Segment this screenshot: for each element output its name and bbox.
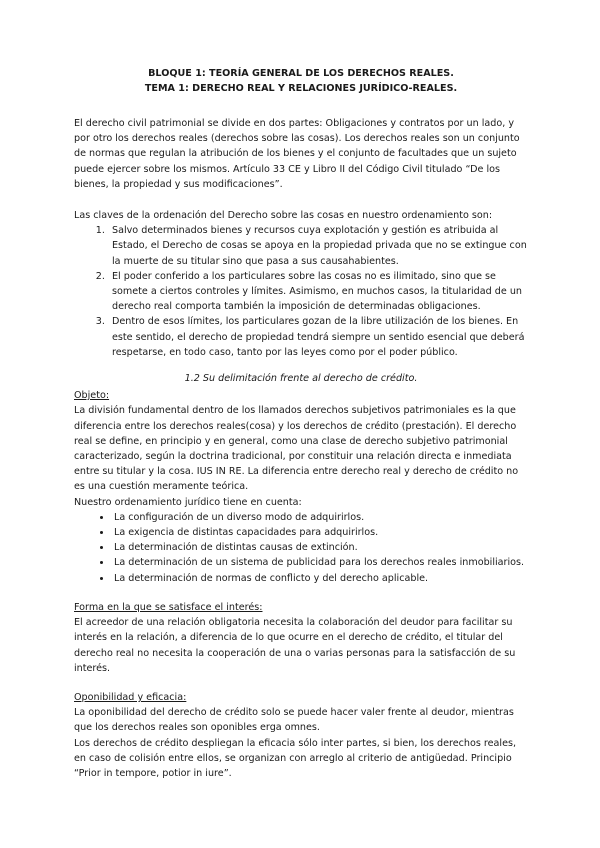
topic-title: TEMA 1: DERECHO REAL Y RELACIONES JURÍDICO-REALES. bbox=[144, 83, 458, 94]
oponibilidad-paragraph: La oponibilidad del derecho de crédito solo se puede hacer valer frente al deudor, mientras que los derechos reales son oponibles erga omnes. bbox=[74, 707, 514, 734]
forma-heading: Forma en la que se satisface el interés: bbox=[74, 601, 263, 613]
cuenta-item: • La exigencia de distintas capacidades para adquirirlos. bbox=[112, 525, 528, 540]
section-subtitle: 1.2 Su delimitación frente al derecho de crédito. bbox=[184, 373, 418, 385]
claves-item: 2. El poder conferido a los particulares sobre las cosas no es ilimitado, sino que se somete a ciertos controles y límites. Asimismo, en muchos casos, la titularidad de un derecho real comporta también la imposición de determinadas obligaciones. bbox=[108, 269, 528, 315]
cuenta-item: • La configuración de un diverso modo de adquirirlos. bbox=[112, 510, 528, 525]
oponibilidad-heading: Oponibilidad y eficacia: bbox=[74, 691, 187, 703]
cuenta-item: • La determinación de normas de conflicto y del derecho aplicable. bbox=[112, 571, 528, 586]
claves-item: 1. Salvo determinados bienes y recursos cuya explotación y gestión es atribuida al Estado, el Derecho de cosas se apoya en la propiedad privada que no se extingue con la muerte de su titular sino que pasa a sus causahabientes. bbox=[108, 223, 528, 269]
cuenta-item: • La determinación de distintas causas de extinción. bbox=[112, 540, 528, 555]
intro-paragraph: El derecho civil patrimonial se divide en dos partes: Obligaciones y contratos por un lado, y por otro los derechos reales (derechos sobre las cosas). Los derechos reales son un conjunto de normas que regulan la atribución de los bienes y el conjunto de facultades que un sujeto puede ejercer sobre los mismos. Artículo 33 CE y Libro II del Código Civil titulado “De los bienes, la propiedad y sus modificaciones”. bbox=[74, 118, 520, 190]
forma-paragraph: El acreedor de una relación obligatoria necesita la colaboración del deudor para facilitar su interés en la relación, a diferencia de lo que ocurre en el derecho de crédito, el titular del derecho real no necesita la cooperación de una o varias personas para la satisfacción de su interés. bbox=[74, 617, 516, 674]
cuenta-lead: Nuestro ordenamiento jurídico tiene en cuenta: bbox=[74, 496, 302, 508]
objeto-paragraph: La división fundamental dentro de los llamados derechos subjetivos patrimoniales es la que diferencia entre los derechos reales(cosa) y los derechos de crédito (prestación). El derecho real se define, en principio y en general, como una clase de derecho subjetivo patrimonial caracterizado, según la doctrina tradicional, por constituir una relación directa e inmediata entre su titular y la cosa. IUS IN RE. La diferencia entre derecho real y derecho de crédito no es una cuestión meramente teórica. bbox=[74, 405, 519, 493]
claves-list bbox=[74, 223, 528, 360]
cuenta-item: • La determinación de un sistema de publicidad para los derechos reales inmobiliarios. bbox=[112, 555, 528, 570]
block-title: BLOQUE 1: TEORÍA GENERAL DE LOS DERECHOS REALES. bbox=[148, 68, 454, 79]
objeto-heading: Objeto: bbox=[74, 390, 110, 402]
claves-item: 3. Dentro de esos límites, los particulares gozan de la libre utilización de los bienes. En este sentido, el derecho de propiedad tendrá siempre un sentido esencial que deberá respetarse, en todo caso, tanto por las leyes como por el poder público. bbox=[108, 314, 528, 360]
claves-lead: Las claves de la ordenación del Derecho sobre las cosas en nuestro ordenamiento son: bbox=[74, 210, 493, 222]
eficacia-paragraph: Los derechos de crédito despliegan la eficacia sólo inter partes, si bien, los derechos reales, en caso de colisión entre ellos, se organizan con arreglo al criterio de antigüedad. Principio “Prior in tempore, potior in iure”. bbox=[74, 737, 517, 779]
cuenta-list bbox=[74, 510, 528, 586]
